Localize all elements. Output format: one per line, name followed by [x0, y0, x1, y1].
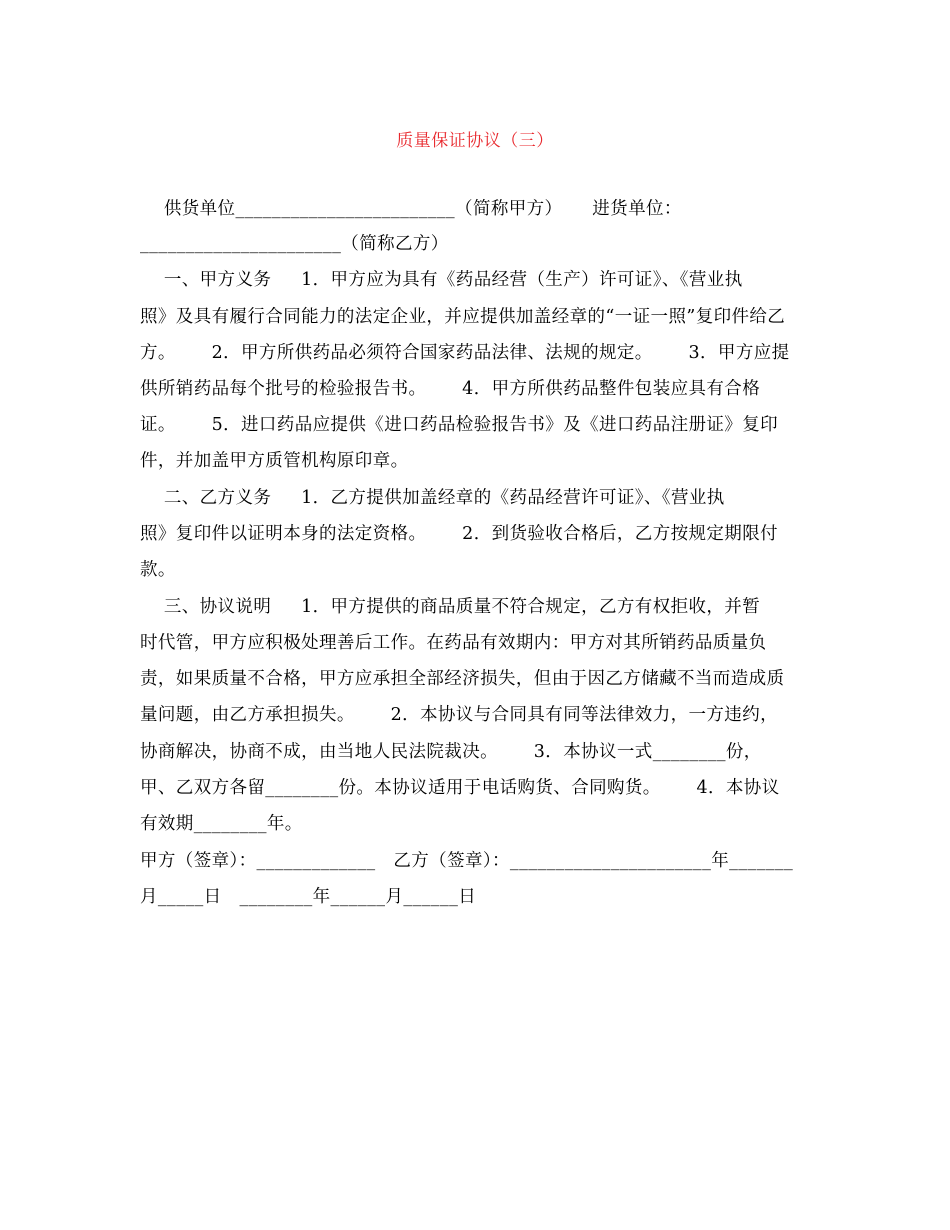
- agreement-notes-line-4: 量问题，由乙方承担损失。 2．本协议与合同具有同等法律效力，一方违约，: [140, 705, 779, 725]
- agreement-notes-line-6: 甲、乙双方各留________份。本协议适用于电话购货、合同购货。 4．本协议: [140, 778, 780, 798]
- party-a-duties-line-4: 供所销药品每个批号的检验报告书。 4．甲方所供药品整件包装应具有合格: [140, 379, 761, 399]
- agreement-notes-line-7: 有效期________年。: [140, 814, 303, 834]
- party-a-duties-line-1: 一、甲方义务 1．甲方应为具有《药品经营（生产）许可证》、《营业执: [140, 270, 743, 290]
- supplier-line: 供货单位________________________（简称甲方） 进货单位：: [140, 199, 682, 219]
- agreement-notes-line-2: 时代管，甲方应积极处理善后工作。在药品有效期内：甲方对其所销药品质量负: [140, 633, 767, 653]
- party-a-duties-line-5: 证。 5．进口药品应提供《进口药品检验报告书》及《进口药品注册证》复印: [140, 415, 779, 435]
- party-b-duties-line-1: 二、乙方义务 1．乙方提供加盖经章的《药品经营许可证》、《营业执: [140, 488, 725, 508]
- signature-line-2: 月_____日 ________年______月______日: [140, 887, 477, 907]
- agreement-notes-line-5: 协商解决，协商不成，由当地人民法院裁决。 3．本协议一式________份，: [140, 742, 762, 762]
- buyer-line: ______________________（简称乙方）: [140, 234, 449, 254]
- document-title: 质量保证协议（三）: [396, 131, 554, 151]
- agreement-notes-line-3: 责，如果质量不合格，甲方应承担全部经济损失，但由于因乙方储藏不当而造成质: [140, 669, 785, 689]
- signature-line-1: 甲方（签章）：_____________ 乙方（签章）：______________________年_______: [140, 851, 794, 871]
- party-b-duties-line-3: 款。: [140, 560, 176, 580]
- party-a-duties-line-3: 方。 2．甲方所供药品必须符合国家药品法律、法规的规定。 3．甲方应提: [140, 343, 790, 363]
- party-a-duties-line-2: 照》及具有履行合同能力的法定企业，并应提供加盖经章的“一证一照”复印件给乙: [140, 307, 786, 327]
- party-b-duties-line-2: 照》复印件以证明本身的法定资格。 2．到货验收合格后，乙方按规定期限付: [140, 524, 779, 544]
- party-a-duties-line-6: 件，并加盖甲方质管机构原印章。: [140, 451, 409, 471]
- agreement-notes-line-1: 三、协议说明 1．甲方提供的商品质量不符合规定，乙方有权拒收，并暂: [140, 597, 761, 617]
